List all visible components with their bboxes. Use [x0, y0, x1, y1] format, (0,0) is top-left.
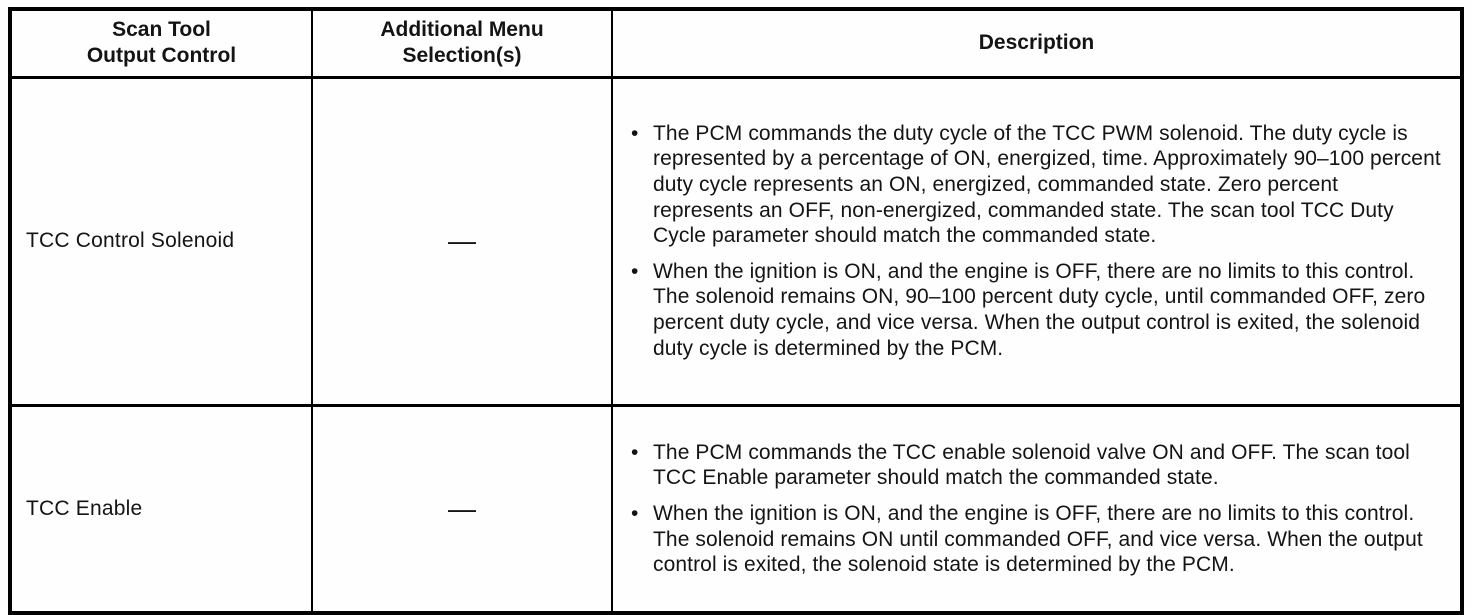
description-cell: [612, 405, 1462, 613]
header-line: Scan Tool: [112, 18, 211, 41]
header-line: Output Control: [86, 44, 237, 68]
output-control-cell: TCC Control Solenoid: [10, 77, 312, 405]
header-line: Additional Menu: [380, 18, 544, 41]
description-bullet: [627, 440, 1442, 491]
bullet-icon: •: [631, 121, 639, 145]
bullet-icon: •: [631, 259, 639, 283]
header-description: [612, 9, 1462, 77]
table-row-tcc-enable: [10, 405, 1462, 613]
description-bullet: [627, 259, 1442, 361]
description-cell: [612, 77, 1462, 405]
bullet-icon: •: [631, 440, 639, 464]
bullet-text: When the ignition is ON, and the engine is OFF, there are no limits to this control. The solenoid remains ON until commanded OFF, and vice versa. When the output control is exited, the solenoid state is determined by the PCM.: [653, 501, 1423, 577]
menu-selection-cell: —: [312, 405, 612, 613]
menu-selection-cell: —: [312, 77, 612, 405]
header-row: [10, 9, 1462, 77]
output-control-cell: TCC Enable: [10, 405, 312, 613]
table-row-tcc-control-solenoid: [10, 77, 1462, 405]
header-line: Selection(s): [402, 44, 522, 68]
scan-tool-output-controls-table: [8, 7, 1464, 615]
header-line: Description: [978, 31, 1095, 55]
header-scan-tool-output-control: [10, 9, 312, 77]
bullet-icon: •: [631, 501, 639, 525]
bullet-text: When the ignition is ON, and the engine is OFF, there are no limits to this control. The solenoid remains ON, 90–100 percent duty cycle, until commanded OFF, zero percent duty cycle, and vice versa. When the output control is exited, the solenoid duty cycle is determined by the PCM.: [653, 259, 1426, 360]
description-bullet: [627, 121, 1442, 249]
bullet-text: The PCM commands the TCC enable solenoid valve ON and OFF. The scan tool TCC Enable parameter should match the commanded state.: [653, 440, 1410, 490]
bullet-text: The PCM commands the duty cycle of the TCC PWM solenoid. The duty cycle is represented by a percentage of ON, energized, time. Approximately 90–100 percent duty cycle represents an ON, energized, commanded state. Zero percent represents an OFF, non-energized, commanded state. The scan tool TCC Duty Cycle parameter should match the commanded state.: [653, 121, 1441, 248]
header-additional-menu-selections: [312, 9, 612, 77]
description-bullet: [627, 501, 1442, 578]
